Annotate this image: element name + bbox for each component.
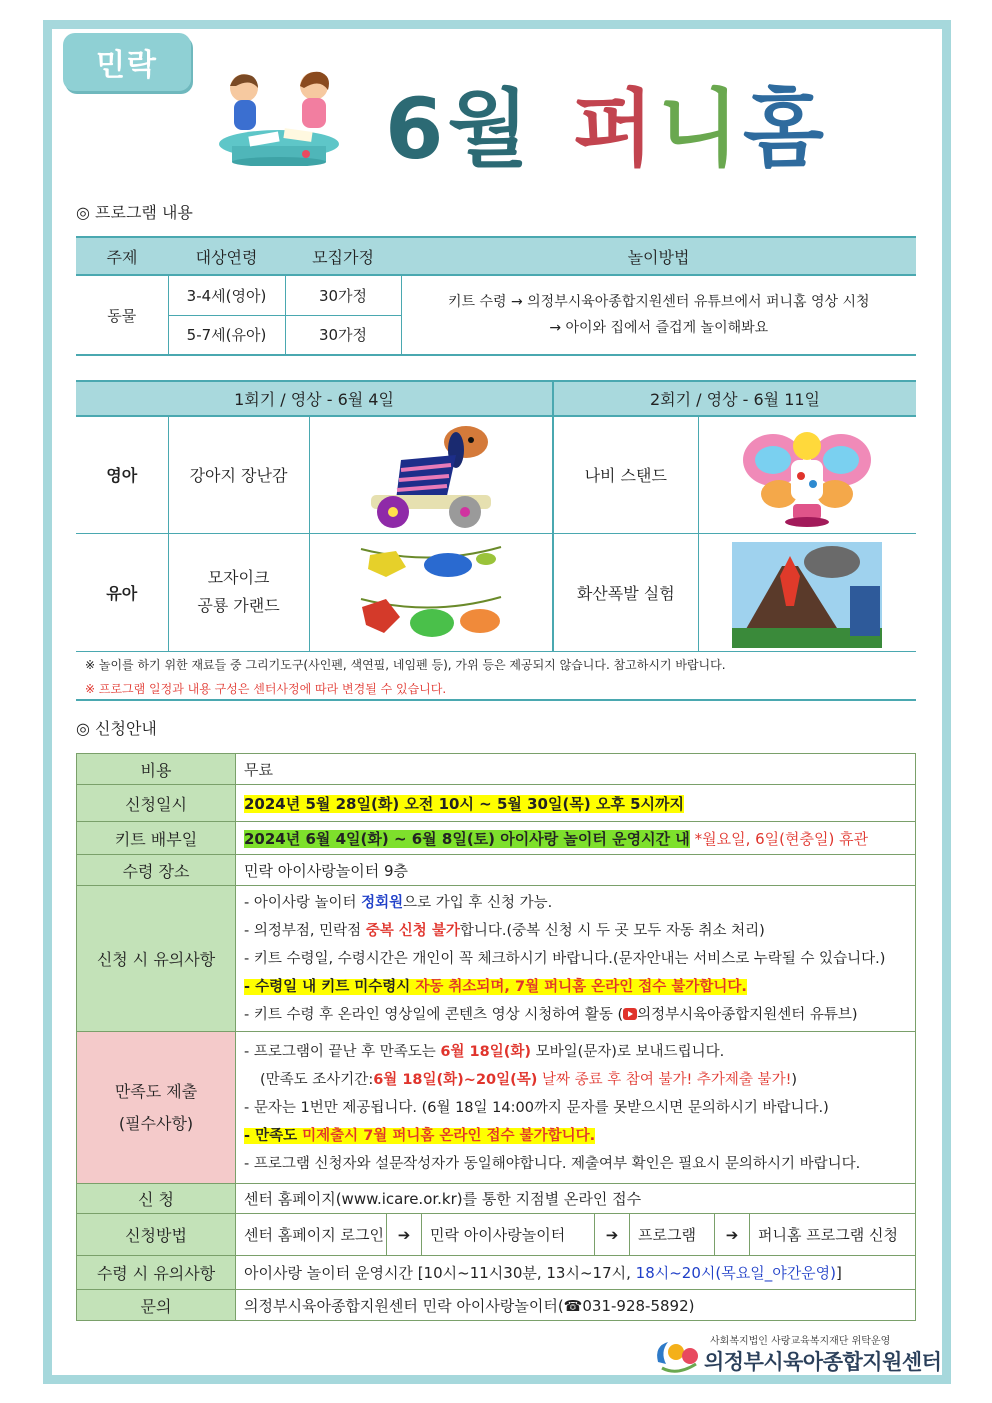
butterfly-picture (737, 420, 877, 530)
families-cell: 30가정 (285, 315, 401, 355)
title-month: 6월 (385, 79, 533, 178)
page-title (385, 72, 829, 178)
activity-butterfly-stand: 나비 스탠드 (553, 416, 698, 533)
families-cell: 30가정 (285, 275, 401, 315)
survey-item: - 만족도 미제출시 7월 퍼니홈 온라인 접수 불가합니다. (244, 1127, 596, 1144)
step-login: 센터 홈페이지 로그인 (244, 1226, 384, 1244)
place-value: 민락 아이사랑놀이터 9층 (236, 855, 916, 886)
kit-value: 2024년 6월 4일(화) ~ 6월 8일(토) 아이사랑 놀이터 운영시간 내 (244, 829, 690, 848)
org-name: 의정부시육아종합지원센터 (704, 1350, 942, 1374)
divider (76, 699, 916, 701)
survey-item: - 프로그램이 끝난 후 만족도는 6월 18일(화) 모바일(문자)로 보내드립니다. (244, 1043, 725, 1060)
age-cell: 3-4세(영아) (168, 275, 285, 315)
date-value: 2024년 5월 28일(화) 오전 10시 ~ 5월 30일(목) 오후 5시까지 (244, 794, 685, 813)
step-branch: 민락 아이사랑놀이터 (430, 1226, 566, 1244)
header-families: 모집가정 (285, 237, 401, 275)
dino-garland-picture (356, 537, 506, 647)
title-char-1: 퍼 (572, 79, 658, 178)
method-label: 신청방법 (77, 1214, 236, 1256)
dino-garland-line-2: 공룡 가랜드 (197, 596, 280, 615)
kids-illustration (214, 66, 344, 166)
activity-volcano: 화산폭발 실험 (553, 533, 698, 651)
title-char-2: 니 (657, 79, 743, 178)
place-label: 수령 장소 (77, 855, 236, 886)
caution-item: - 수령일 내 키트 미수령시 자동 취소되며, 7월 퍼니홈 온라인 접수 불가합니다. (244, 978, 747, 995)
arrow-icon: ➔ (386, 1214, 422, 1255)
apply-value: 센터 홈페이지(www.icare.or.kr)를 통한 지점별 온라인 접수 (236, 1184, 916, 1214)
activity-table (76, 380, 916, 652)
caution-item: - 의정부점, 민락점 중복 신청 불가합니다.(중복 신청 시 두 곳 모두 자동 취소 처리) (244, 922, 765, 939)
receive-label: 수령 시 유의사항 (77, 1256, 236, 1290)
header-method: 놀이방법 (401, 237, 916, 275)
volcano-picture (732, 536, 882, 648)
dog-toy-image (309, 416, 553, 533)
butterfly-image (698, 416, 916, 533)
session-1-header: 1회기 / 영상 - 6월 4일 (76, 381, 553, 416)
theme-cell: 동물 (76, 275, 168, 355)
dino-garland-image (309, 533, 553, 651)
step-program: 프로그램 (638, 1226, 696, 1244)
contact-label: 문의 (77, 1290, 236, 1321)
fee-value: 무료 (236, 754, 916, 785)
method-line-2: → 아이와 집에서 즐겁게 놀이해봐요 (549, 320, 769, 336)
group-toddler: 유아 (76, 533, 168, 651)
section-apply-heading: ◎ 신청안내 (76, 719, 157, 738)
method-line-1: 키트 수령 → 의정부시육아종합지원센터 유튜브에서 퍼니홈 영상 시청 (447, 294, 870, 310)
step-funnyhome: 퍼니홈 프로그램 신청 (758, 1226, 898, 1244)
age-cell: 5-7세(유아) (168, 315, 285, 355)
fee-label: 비용 (77, 754, 236, 785)
date-label: 신청일시 (77, 785, 236, 822)
header-age: 대상연령 (168, 237, 285, 275)
method-cell (401, 275, 916, 355)
apply-label: 신 청 (77, 1184, 236, 1214)
dino-garland-line-1: 모자이크 (207, 568, 270, 587)
survey-list (236, 1032, 916, 1184)
caution-item: - 아이사랑 놀이터 정회원으로 가입 후 신청 가능. (244, 894, 553, 911)
volcano-image (698, 533, 916, 651)
caution-item: - 키트 수령일, 수령시간은 개인이 꼭 체크하시기 바랍니다.(문자안내는 서비스로 누락될 수 있습니다.) (244, 950, 886, 967)
kit-closed-note: *월요일, 6일(현충일) 휴관 (694, 829, 869, 848)
survey-item: - 프로그램 신청자와 설문작성자가 동일해야합니다. 제출여부 확인은 필요시 문의하시기 바랍니다. (244, 1155, 861, 1172)
center-logo (652, 1326, 942, 1376)
session-2-header: 2회기 / 영상 - 6월 11일 (553, 381, 916, 416)
kit-label: 키트 배부일 (77, 822, 236, 855)
group-infant: 영아 (76, 416, 168, 533)
activity-dino-garland (168, 533, 309, 651)
receive-value: 아이사랑 놀이터 운영시간 [10시~11시30분, 13시~17시, 18시~20시(목요일_야간운영)] (236, 1256, 916, 1290)
program-table (76, 236, 916, 356)
org-operator: 사회복지법인 사랑교육복지재단 위탁운영 (710, 1336, 891, 1347)
method-steps (236, 1214, 916, 1256)
survey-item: - 문자는 1번만 제공됩니다. (6월 18일 14:00까지 문자를 못받으시면 문의하시기 바랍니다.) (244, 1099, 829, 1116)
title-char-3: 홈 (742, 79, 829, 178)
note-schedule-change: ※ 프로그램 일정과 내용 구성은 센터사정에 따라 변경될 수 있습니다. (85, 682, 447, 696)
apply-info-table (76, 753, 916, 1321)
dog-toy-picture (361, 420, 501, 530)
caution-list (236, 886, 916, 1032)
caution-item: - 키트 수령 후 온라인 영상일에 콘텐츠 영상 시청하여 활동 ( 의정부시육아종합지원센터 유튜브) (244, 1006, 858, 1023)
survey-item: (만족도 조사기간:6월 18일(화)~20일(목) 날짜 종료 후 참여 불가! 추가제출 불가!) (260, 1071, 798, 1088)
activity-dog-toy: 강아지 장난감 (168, 416, 309, 533)
caution-label: 신청 시 유의사항 (77, 886, 236, 1032)
branch-badge: 민락 (63, 33, 191, 91)
arrow-icon: ➔ (594, 1214, 630, 1255)
youtube-icon (623, 1008, 637, 1020)
center-logo-icon (652, 1332, 702, 1374)
survey-label: 만족도 제출 (필수사항) (77, 1032, 236, 1184)
section-program-heading: ◎ 프로그램 내용 (76, 203, 193, 222)
note-materials: ※ 놀이를 하기 위한 재료들 중 그리기도구(사인펜, 색연필, 네임펜 등), 가위 등은 제공되지 않습니다. 참고하시기 바랍니다. (85, 658, 726, 672)
arrow-icon: ➔ (714, 1214, 750, 1255)
contact-value: 의정부시육아종합지원센터 민락 아이사랑놀이터(☎031-928-5892) (236, 1290, 916, 1321)
header-theme: 주제 (76, 237, 168, 275)
